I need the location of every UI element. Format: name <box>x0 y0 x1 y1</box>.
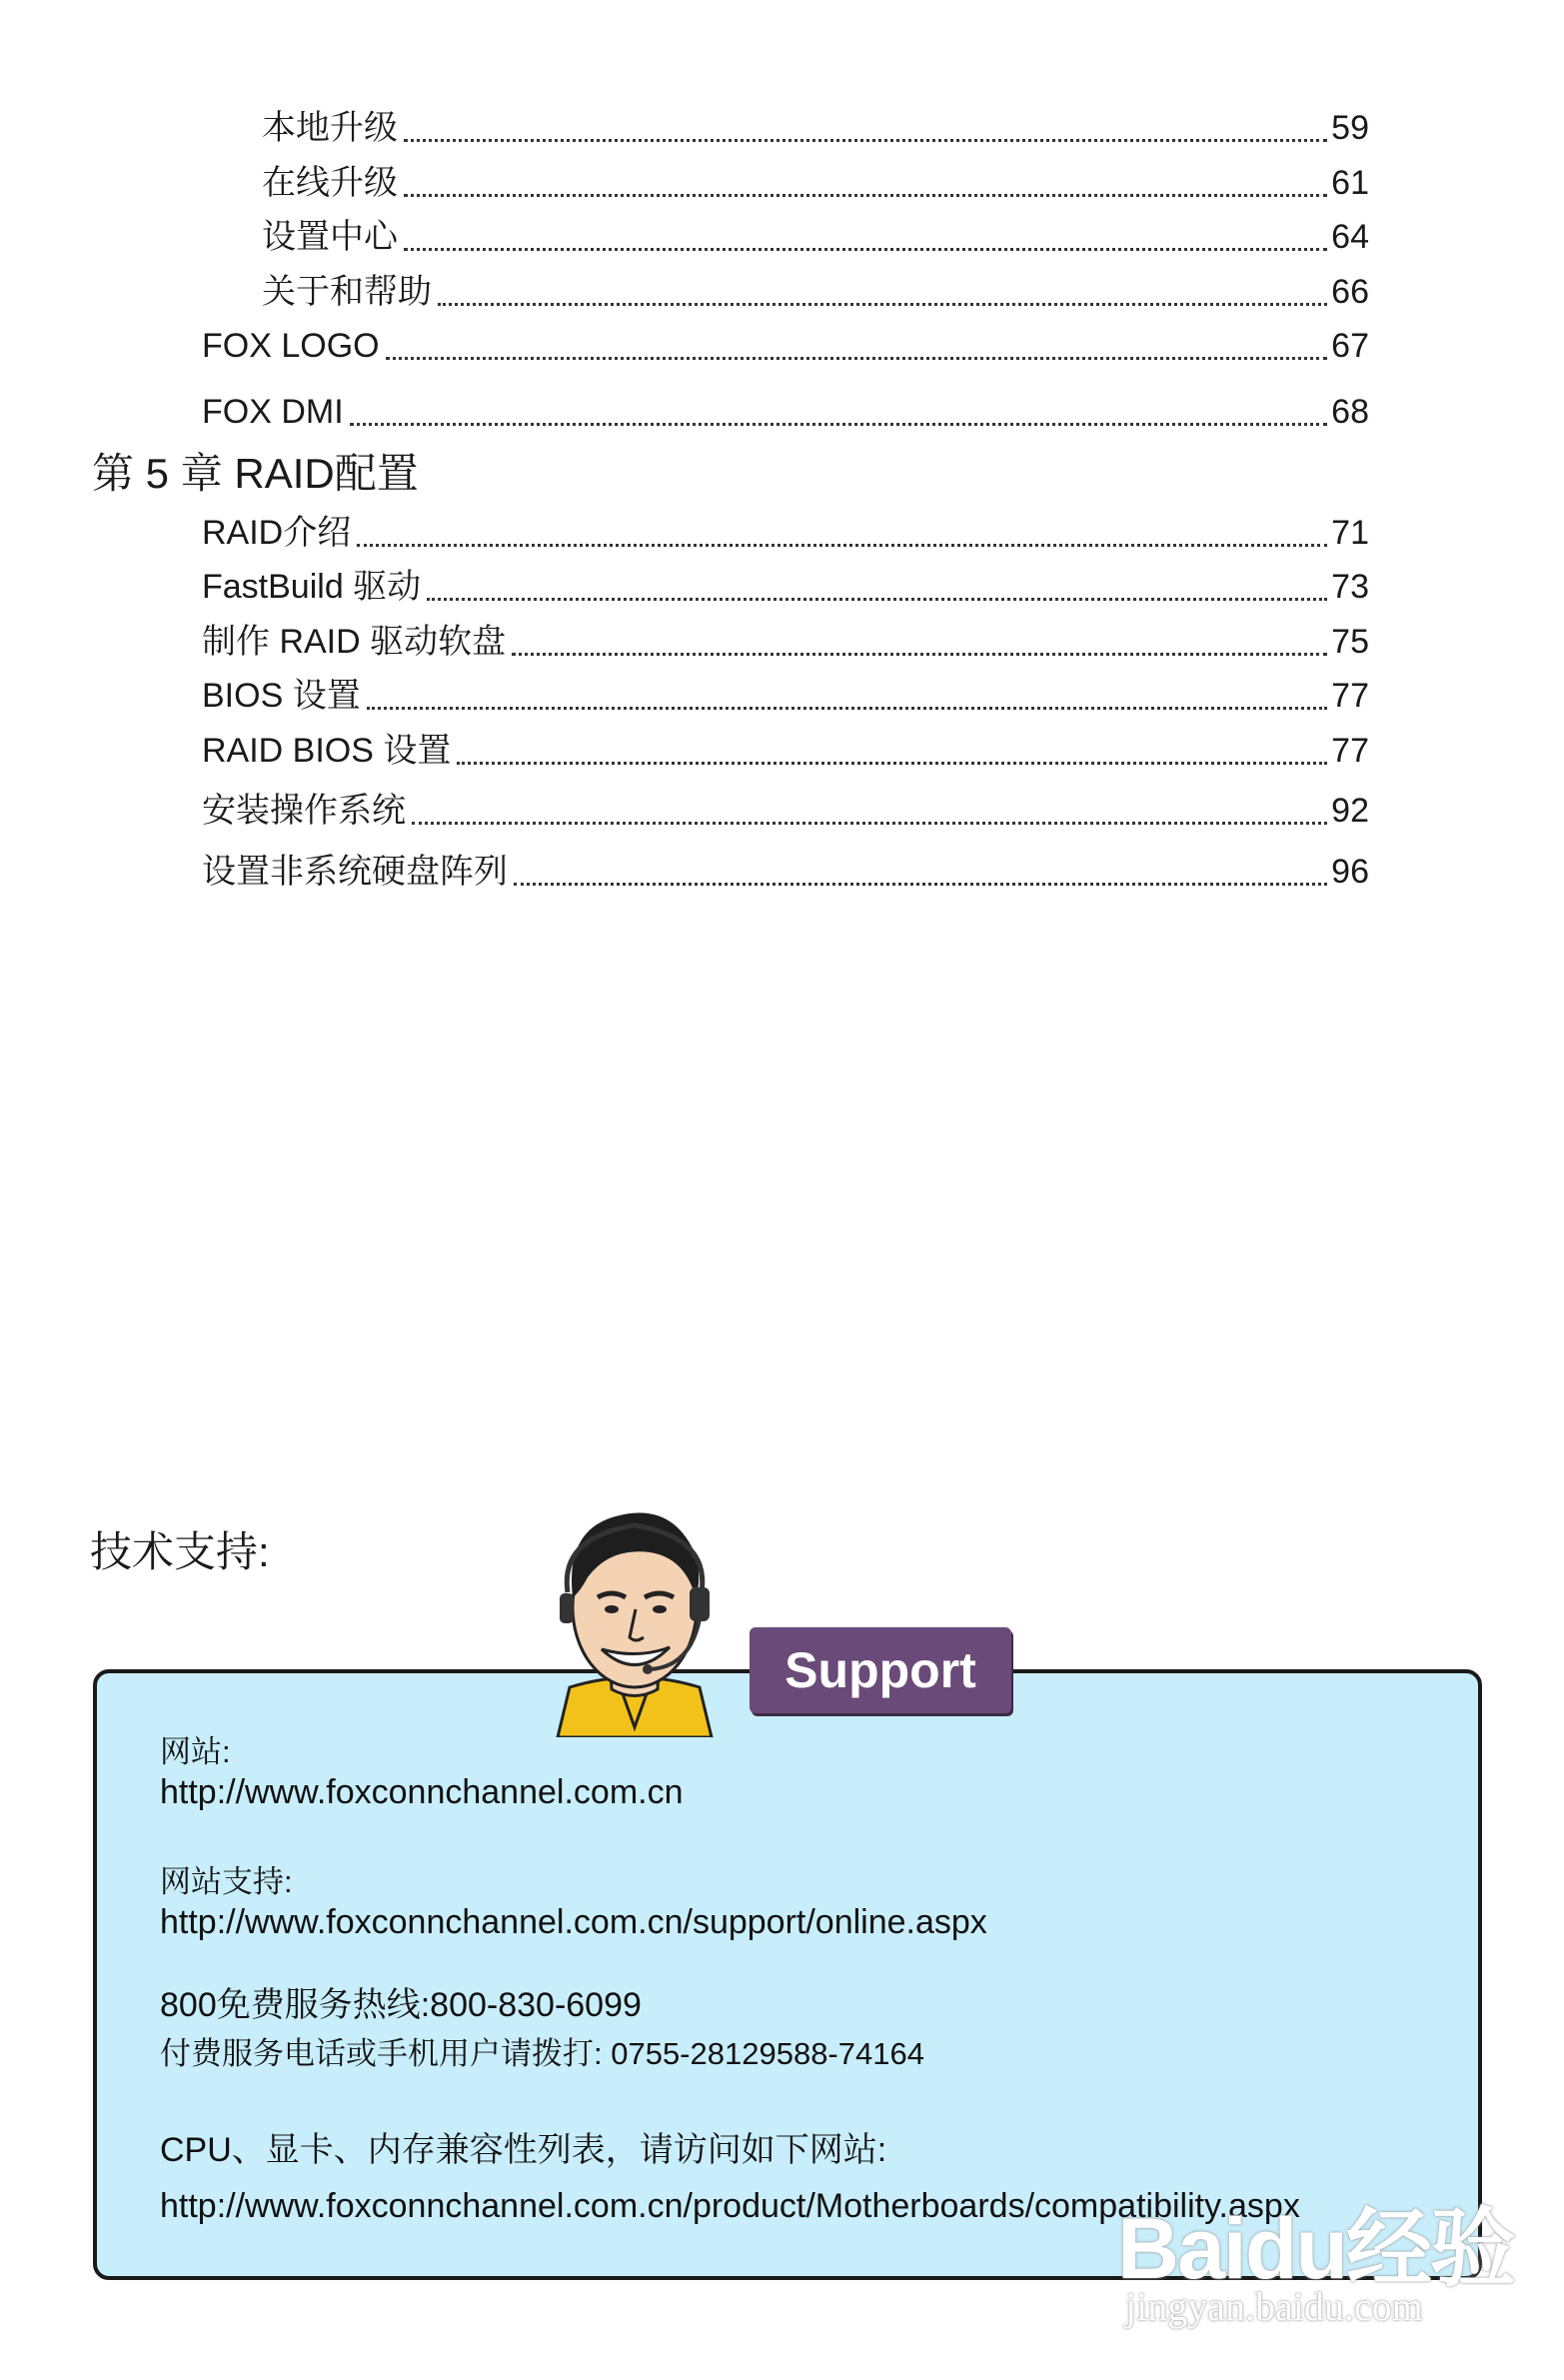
toc-entry-label: 关于和帮助 <box>262 273 432 311</box>
toc-entry-page: 61 <box>1331 164 1369 202</box>
toc-entry-page: 75 <box>1331 623 1369 661</box>
toc-entry[interactable] <box>202 567 1369 607</box>
toc-entry[interactable] <box>202 392 1369 432</box>
toc-entry-label: FastBuild 驱动 <box>202 568 422 606</box>
toc-leader <box>404 248 1327 251</box>
toc-leader <box>412 822 1327 825</box>
toc-entry-page: 96 <box>1331 853 1369 891</box>
toc-entry-label: FOX LOGO <box>202 327 380 365</box>
toc-entry-page: 73 <box>1331 568 1369 606</box>
toc-entry-label: 在线升级 <box>262 164 398 202</box>
toc-entry-label: 本地升级 <box>262 109 398 147</box>
toc-leader <box>438 303 1327 306</box>
website-link[interactable]: http://www.foxconnchannel.com.cn <box>160 1773 684 1811</box>
toc-leader <box>367 707 1327 710</box>
support-badge: Support <box>750 1627 1011 1713</box>
toc-entry[interactable] <box>202 791 1369 831</box>
toc-entry-page: 59 <box>1331 109 1369 147</box>
toc-entry-page: 67 <box>1331 327 1369 365</box>
toc-leader <box>512 653 1327 656</box>
toc-entry[interactable] <box>202 676 1369 716</box>
online-support-label: 网站支持: <box>160 1864 293 1899</box>
support-agent-illustration <box>540 1497 730 1737</box>
toc-leader <box>404 194 1327 197</box>
toc-entry-label: 制作 RAID 驱动软盘 <box>202 623 507 661</box>
toc-leader <box>457 762 1327 765</box>
toc-leader <box>514 883 1327 886</box>
toc-entry-page: 77 <box>1331 677 1369 715</box>
chapter-heading[interactable]: 第 5 章 RAID配置 <box>92 450 419 497</box>
toc-entry-label: 设置非系统硬盘阵列 <box>202 853 508 891</box>
toc-leader <box>427 598 1327 601</box>
toc-entry-label: BIOS 设置 <box>202 677 361 715</box>
baidu-watermark <box>1117 2159 1557 2359</box>
toc-entry-label: 设置中心 <box>262 218 398 256</box>
watermark-url: jingyan.baidu.com <box>1125 2284 1423 2329</box>
toc-entry-page: 68 <box>1331 393 1369 431</box>
toc-leader <box>386 357 1328 360</box>
toc-entry-label: 安装操作系统 <box>202 792 406 830</box>
toc-entry[interactable] <box>262 108 1369 148</box>
compatibility-label: CPU、显卡、内存兼容性列表，请访问如下网站: <box>160 2131 887 2169</box>
toc-entry-label: RAID BIOS 设置 <box>202 732 452 770</box>
toc-entry-label: RAID介绍 <box>202 514 352 552</box>
toc-entry-page: 71 <box>1331 514 1369 552</box>
watermark-logo: Baidu经验 <box>1117 2201 1514 2297</box>
toc-entry-page: 77 <box>1331 732 1369 770</box>
website-label: 网站: <box>160 1734 231 1769</box>
toc-leader <box>350 423 1328 426</box>
toc-entry[interactable] <box>202 326 1369 366</box>
paid-hotline-text: 付费服务电话或手机用户请拨打: 0755-28129588-74164 <box>160 2036 924 2071</box>
hotline-text: 800免费服务热线:800-830-6099 <box>160 1986 642 2024</box>
compatibility-link[interactable]: http://www.foxconnchannel.com.cn/product/Motherboards/compatibility.aspx <box>160 2187 1300 2225</box>
toc-entry-page: 66 <box>1331 273 1369 311</box>
toc-entry-page: 92 <box>1331 792 1369 830</box>
toc-entry-label: FOX DMI <box>202 393 344 431</box>
toc-entry[interactable] <box>262 217 1369 257</box>
toc-entry[interactable] <box>202 731 1369 771</box>
toc-entry[interactable] <box>262 272 1369 312</box>
toc-leader <box>404 139 1327 142</box>
toc-entry[interactable] <box>202 852 1369 892</box>
toc-entry[interactable] <box>262 163 1369 203</box>
toc-entry[interactable] <box>202 622 1369 662</box>
toc-leader <box>357 544 1327 547</box>
toc-entry-page: 64 <box>1331 218 1369 256</box>
support-heading: 技术支持: <box>90 1528 270 1575</box>
online-support-link[interactable]: http://www.foxconnchannel.com.cn/support/online.aspx <box>160 1903 987 1941</box>
toc-entry[interactable] <box>202 513 1369 553</box>
